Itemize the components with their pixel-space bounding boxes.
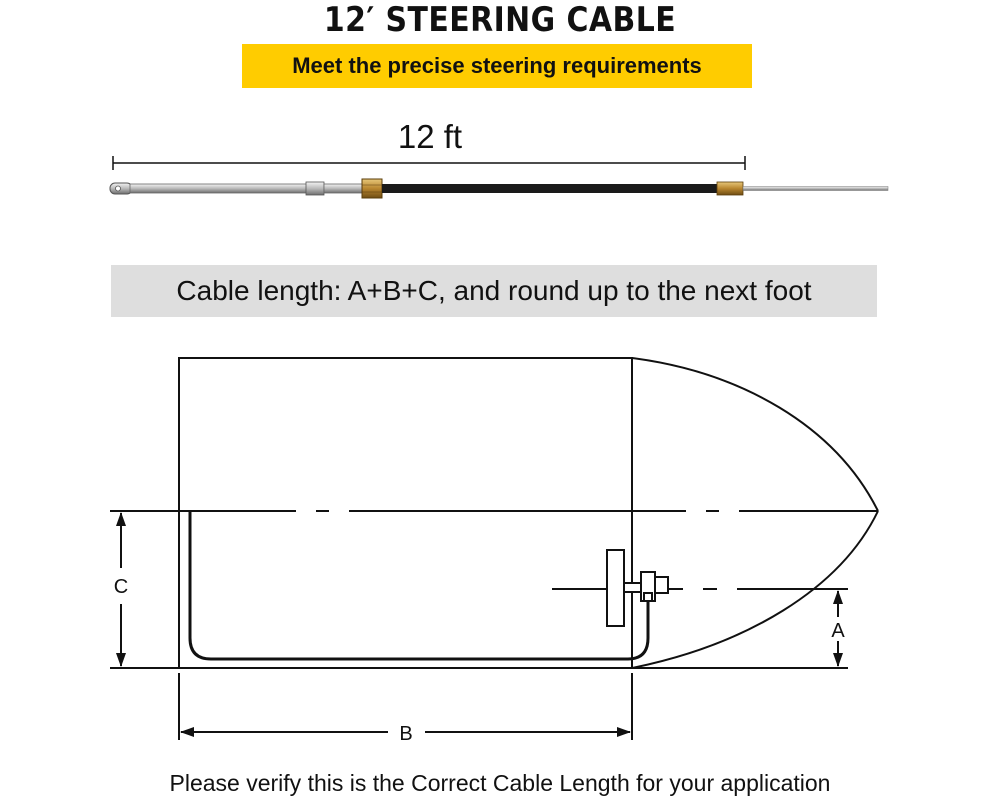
steering-helm [607, 550, 668, 626]
bow-upper-curve [632, 358, 878, 511]
hull-body [179, 358, 632, 668]
cockpit-outline [190, 511, 648, 659]
label-a: A [831, 620, 845, 642]
formula-text: Cable length: A+B+C, and round up to the next foot [176, 275, 812, 306]
label-b: B [399, 723, 413, 745]
extension-lines [110, 668, 848, 740]
label-c: C [113, 576, 129, 598]
subtitle-banner: Meet the precise steering requirements [242, 44, 752, 88]
cable-length-label: 12 ft [397, 118, 463, 155]
footer-note: Please verify this is the Correct Cable Length for your application [169, 770, 831, 796]
page-title: 12′ STEERING CABLE [323, 0, 677, 40]
